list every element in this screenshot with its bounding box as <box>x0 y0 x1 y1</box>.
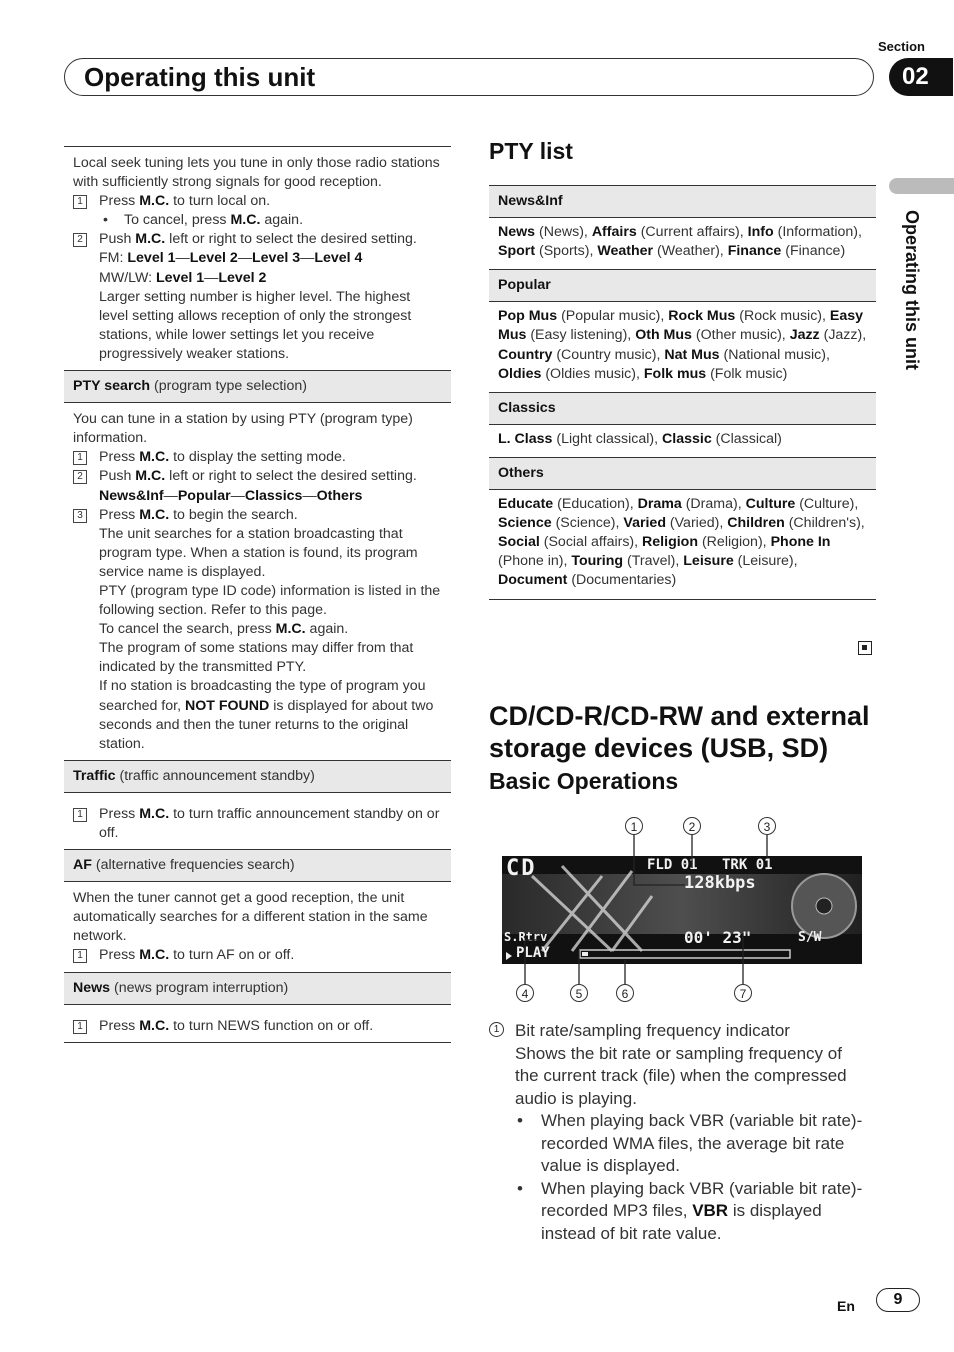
pty-type-desc: (Other music), <box>691 327 790 344</box>
pty-type-name: Document <box>498 572 568 589</box>
news-header: News (news program interruption) <box>64 972 451 1004</box>
pty-type-desc: (Weather), <box>653 243 728 260</box>
callout-leaders <box>500 835 780 985</box>
pty-type-desc: (Oldies music), <box>541 365 644 382</box>
pty-type-name: Weather <box>597 243 654 260</box>
pty-type-desc: (Education), <box>553 496 638 513</box>
pty-group-items <box>489 218 876 269</box>
pty-type-desc: (Easy listening), <box>526 327 636 344</box>
callout-2: 2 <box>683 817 701 835</box>
pty-type-name: Drama <box>637 496 682 513</box>
side-label <box>898 210 924 420</box>
news-step-1: 1 Press M.C. to turn NEWS function on or off. <box>73 1017 442 1036</box>
pty-type-desc: (Children's), <box>784 515 865 532</box>
pty-search-header: PTY search (program type selection) <box>64 370 451 402</box>
pty-type-name: Nat Mus <box>664 346 720 363</box>
pty-search-box <box>64 402 451 760</box>
pty-type-name: Leisure <box>683 553 734 570</box>
pty-type-desc: (National music), <box>719 346 830 363</box>
indicator-description <box>489 1020 869 1245</box>
pty-type-name: Affairs <box>591 224 637 241</box>
pty-type-name: Sport <box>498 243 536 260</box>
pty-type-desc: (Leisure), <box>733 553 798 570</box>
pty-type-desc: (Rock music), <box>735 308 830 325</box>
desc-bullet-2: • When playing back VBR (variable bit rate)-recorded MP3 files, VBR is displayed instead of bit rate value. <box>489 1178 869 1246</box>
pty-type-desc: (Phone in), <box>498 553 572 570</box>
step-number: 1 <box>73 451 87 465</box>
pty-p2: PTY (program type ID code) information is listed in the following section. Refer to this page. <box>99 582 441 619</box>
pty-type-name: L. Class <box>498 430 553 447</box>
step-number: 1 <box>73 949 87 963</box>
desc-bullet-1: • When playing back VBR (variable bit rate)-recorded WMA files, the average bit rate value is displayed. <box>489 1110 869 1178</box>
pty-type-desc: (News), <box>535 224 592 241</box>
af-box <box>64 881 451 971</box>
local-box <box>64 146 451 370</box>
step-number: 1 <box>73 808 87 822</box>
pty-group-header: Others <box>489 457 876 490</box>
pty-type-name: Rock Mus <box>668 308 736 325</box>
pty-group-items <box>489 425 876 457</box>
local-step-2: 2 Push M.C. left or right to select the desired setting. <box>73 230 442 249</box>
pty-type-name: Varied <box>623 515 666 532</box>
pty-type-name: Phone In <box>770 534 831 551</box>
display-play: PLAY <box>516 945 550 961</box>
pty-type-name: Social <box>498 534 540 551</box>
pty-type-name: Finance <box>727 243 782 260</box>
display-track: TRK 01 <box>722 857 773 873</box>
desc-title: Bit rate/sampling frequency indicator <box>515 1021 790 1040</box>
pty-type-desc: (Social affairs), <box>539 534 643 551</box>
pty-type-desc: (Sports), <box>535 243 598 260</box>
pty-type-desc: (Documentaries) <box>567 572 677 589</box>
pty-type-name: Jazz <box>789 327 820 344</box>
display-source: CD <box>506 856 537 881</box>
pty-type-desc: (Varied), <box>665 515 728 532</box>
pty-type-name: Oth Mus <box>635 327 692 344</box>
callout-5: 5 <box>570 984 588 1002</box>
callout-6: 6 <box>616 984 634 1002</box>
news-box <box>64 1004 451 1043</box>
pty-type-name: Classic <box>662 430 712 447</box>
pty-type-name: Science <box>498 515 552 532</box>
pty-p3: To cancel the search, press M.C. again. <box>99 621 349 638</box>
pty-type-desc: (Science), <box>551 515 624 532</box>
pty-step-3: 3 Press M.C. to begin the search. <box>73 506 442 525</box>
pty-type-desc: (Culture), <box>795 496 859 513</box>
pty-type-desc: (Country music), <box>552 346 665 363</box>
traffic-header: Traffic (traffic announcement standby) <box>64 760 451 792</box>
desc-body: Shows the bit rate or sampling frequency of the current track (file) when the compressed audio is playing. <box>515 1043 847 1108</box>
end-mark-icon <box>858 641 872 655</box>
step-number: 2 <box>73 233 87 247</box>
step-number: 3 <box>73 509 87 523</box>
pty-type-name: Easy Mus <box>498 308 864 344</box>
pty-type-desc: (Jazz), <box>819 327 867 344</box>
traffic-box <box>64 792 451 849</box>
pty-p4: The program of some stations may differ from that indicated by the transmitted PTY. <box>99 640 414 676</box>
pty-group-header: Classics <box>489 392 876 425</box>
af-step-1: 1 Press M.C. to turn AF on or off. <box>73 946 442 965</box>
section-number-badge: 02 <box>889 58 953 96</box>
pty-list-heading: PTY list <box>489 138 573 164</box>
pty-type-name: Religion <box>642 534 699 551</box>
af-header: AF (alternative frequencies search) <box>64 849 451 881</box>
pty-step-1: 1 Press M.C. to display the setting mode. <box>73 448 442 467</box>
pty-type-desc: (Folk music) <box>706 365 788 382</box>
display-time: 00' 23" <box>684 928 752 947</box>
pty-type-desc: (Information), <box>773 224 862 241</box>
pty-type-name: News <box>498 224 536 241</box>
pty-group-header: Popular <box>489 269 876 302</box>
pty-type-desc: (Finance) <box>781 243 846 260</box>
local-note: Larger setting number is higher level. The highest level setting allows reception of only the strongest stations, while lower settings let you receive progressively weaker stations. <box>99 288 412 362</box>
pty-step-2: 2 Push M.C. left or right to select the desired setting. <box>73 467 442 486</box>
pty-p5: If no station is broadcasting the type of program you searched for, NOT FOUND is displayed for about two seconds and then the tuner returns to the original station. <box>99 678 434 752</box>
pty-type-desc: (Light classical), <box>552 430 663 447</box>
pty-type-name: Pop Mus <box>498 308 558 325</box>
basic-operations-heading: Basic Operations <box>489 768 679 794</box>
page-title: Operating this unit <box>84 62 316 92</box>
pty-type-name: Touring <box>571 553 624 570</box>
callout-7: 7 <box>734 984 752 1002</box>
pty-group-items <box>489 302 876 391</box>
step-number: 2 <box>73 470 87 484</box>
pty-type-name: Oldies <box>498 365 542 382</box>
display-folder: FLD 01 <box>647 857 698 873</box>
page-number: 9 <box>876 1288 920 1312</box>
footer-language: En <box>837 1298 855 1314</box>
local-step-1-bullet: • To cancel, press M.C. again. <box>73 211 442 230</box>
pty-type-name: Culture <box>745 496 796 513</box>
display-sw: S/W <box>798 930 822 945</box>
callout-4: 4 <box>516 984 534 1002</box>
cd-section-heading: CD/CD-R/CD-RW and external storage devices (USB, SD) <box>489 701 870 763</box>
pty-type-desc: (Classical) <box>711 430 782 447</box>
pty-p1: The unit searches for a station broadcasting that program type. When a station is found, its program service name is displayed. <box>99 525 418 580</box>
pty-type-name: Country <box>498 346 553 363</box>
pty-list-table <box>489 185 876 600</box>
callout-3: 3 <box>758 817 776 835</box>
callout-1: 1 <box>625 817 643 835</box>
desc-number: 1 <box>489 1022 504 1037</box>
local-step-1: 1 Press M.C. to turn local on. <box>73 192 442 211</box>
pty-intro: You can tune in a station by using PTY (program type) information. <box>73 411 413 447</box>
display-bitrate: 128kbps <box>684 873 756 893</box>
side-tab <box>889 178 954 194</box>
step-number: 1 <box>73 195 87 209</box>
display-repeat: S.Rtrv <box>504 930 548 944</box>
left-column <box>64 146 451 1043</box>
pty-options: News&Inf—Popular—Classics—Others <box>99 487 363 504</box>
pty-type-name: Children <box>727 515 785 532</box>
pty-type-desc: (Popular music), <box>557 308 669 325</box>
pty-type-name: Info <box>747 224 774 241</box>
pty-type-name: Educate <box>498 496 554 513</box>
pty-group-header: News&Inf <box>489 185 876 218</box>
local-intro: Local seek tuning lets you tune in only those radio stations with sufficiently strong signals for good reception. <box>73 155 440 191</box>
traffic-step-1: 1 Press M.C. to turn traffic announcement standby on or off. <box>73 805 442 843</box>
pty-type-desc: (Drama), <box>681 496 746 513</box>
section-label: Section <box>878 39 925 54</box>
pty-type-name: Folk mus <box>643 365 707 382</box>
step-number: 1 <box>73 1020 87 1034</box>
pty-group-items <box>489 490 876 598</box>
pty-type-desc: (Travel), <box>623 553 684 570</box>
pty-type-desc: (Current affairs), <box>636 224 748 241</box>
fm-levels: FM: Level 1—Level 2—Level 3—Level 4 <box>99 250 363 267</box>
af-intro: When the tuner cannot get a good reception, the unit automatically searches for a different station in the same network. <box>73 890 428 945</box>
side-label-text: Operating this unit <box>902 210 922 370</box>
pty-type-desc: (Religion), <box>698 534 771 551</box>
mw-levels: MW/LW: Level 1—Level 2 <box>99 269 267 286</box>
